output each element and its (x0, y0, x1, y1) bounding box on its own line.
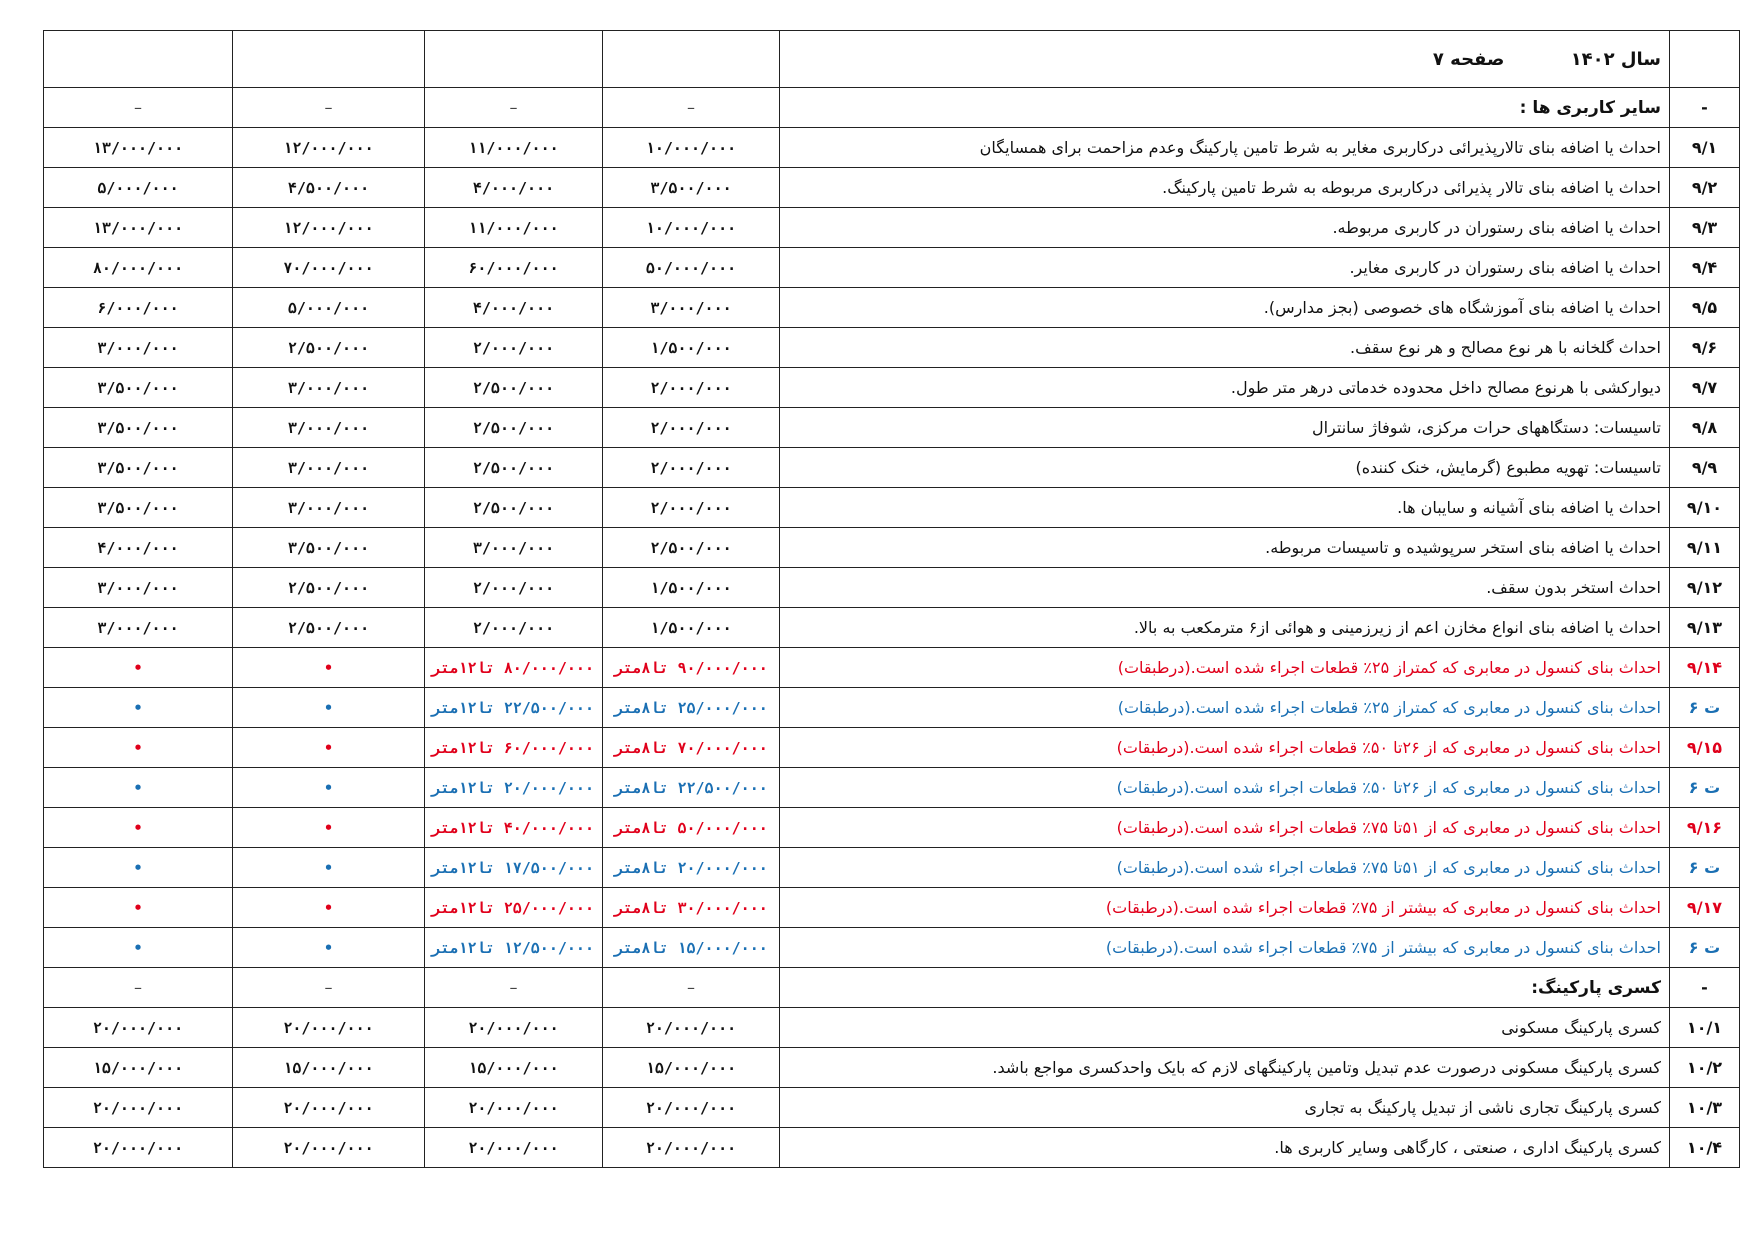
row-description: احداث بنای کنسول در معابری که از ۵۱تا ۷۵٪ قطعات اجراء شده است.(درطبقات) (780, 808, 1670, 848)
price-cell-4: ۶/۰۰۰/۰۰۰ (44, 288, 233, 328)
price-cell-3: ۲/۵۰۰/۰۰۰ (233, 328, 425, 368)
row-code: ۹/۶ (1670, 328, 1740, 368)
price-cell-3: • (233, 808, 425, 848)
row-description: احداث یا اضافه بنای رستوران در کاربری مربوطه. (780, 208, 1670, 248)
price-cell-2: ۱۱/۰۰۰/۰۰۰ (425, 208, 603, 248)
price-cell-3: ۲۰/۰۰۰/۰۰۰ (233, 1008, 425, 1048)
row-code: ۹/۸ (1670, 408, 1740, 448)
price-cell-1: – (603, 968, 780, 1008)
row-description: احداث بنای کنسول در معابری که از ۵۱تا ۷۵٪ قطعات اجراء شده است.(درطبقات) (780, 848, 1670, 888)
row-description: کسری پارکینگ: (780, 968, 1670, 1008)
price-cell-4: • (44, 768, 233, 808)
row-description: احداث بنای کنسول در معابری که از ۲۶تا ۵۰٪ قطعات اجراء شده است.(درطبقات) (780, 728, 1670, 768)
price-cell-4: • (44, 928, 233, 968)
price-cell-2: – (425, 968, 603, 1008)
price-cell-3: ۲۰/۰۰۰/۰۰۰ (233, 1128, 425, 1168)
header-col-3 (233, 31, 425, 88)
price-cell-4: ۳/۰۰۰/۰۰۰ (44, 328, 233, 368)
price-cell-1: ۲/۰۰۰/۰۰۰ (603, 488, 780, 528)
header-col-1 (603, 31, 780, 88)
price-cell-1: ۱۵/۰۰۰/۰۰۰ (603, 1048, 780, 1088)
header-title-cell (780, 31, 1670, 88)
row-code: - (1670, 968, 1740, 1008)
row-description: احداث یا اضافه بنای استخر سرپوشیده و تاسیسات مربوطه. (780, 528, 1670, 568)
row-description: احداث بنای کنسول در معابری که کمتراز ۲۵٪ قطعات اجراء شده است.(درطبقات) (780, 648, 1670, 688)
price-cell-2: ۲۰/۰۰۰/۰۰۰ (425, 1088, 603, 1128)
price-cell-1: ۳/۵۰۰/۰۰۰ (603, 168, 780, 208)
price-cell-2: ۱۱/۰۰۰/۰۰۰ (425, 128, 603, 168)
price-cell-2: ۲/۰۰۰/۰۰۰ (425, 608, 603, 648)
price-cell-3: ۱۲/۰۰۰/۰۰۰ (233, 208, 425, 248)
price-cell-2: ۲/۵۰۰/۰۰۰ (425, 408, 603, 448)
table-row (44, 248, 1740, 288)
row-code: ۱۰/۲ (1670, 1048, 1740, 1088)
row-description: احداث بنای کنسول در معابری که بیشتر از ۷۵٪ قطعات اجراء شده است.(درطبقات) (780, 888, 1670, 928)
price-cell-3: ۱۵/۰۰۰/۰۰۰ (233, 1048, 425, 1088)
price-cell-2: ۱۵/۰۰۰/۰۰۰ (425, 1048, 603, 1088)
row-code: ۹/۲ (1670, 168, 1740, 208)
price-cell-3: ۷۰/۰۰۰/۰۰۰ (233, 248, 425, 288)
price-cell-1: ۷۰/۰۰۰/۰۰۰ تا۸متر (603, 728, 780, 768)
row-code: ۹/۷ (1670, 368, 1740, 408)
row-code: ت ۶ (1670, 848, 1740, 888)
row-code: ۹/۱۴ (1670, 648, 1740, 688)
price-cell-1: ۵۰/۰۰۰/۰۰۰ تا۸متر (603, 808, 780, 848)
price-cell-2: ۳/۰۰۰/۰۰۰ (425, 528, 603, 568)
price-cell-3: • (233, 848, 425, 888)
price-cell-2: ۲/۵۰۰/۰۰۰ (425, 368, 603, 408)
price-cell-2: ۲۰/۰۰۰/۰۰۰ (425, 1128, 603, 1168)
row-description: احداث یا اضافه بنای تالار پذیرائی درکاربری مربوطه به شرط تامین پارکینگ. (780, 168, 1670, 208)
price-cell-1: – (603, 88, 780, 128)
price-cell-1: ۳/۰۰۰/۰۰۰ (603, 288, 780, 328)
row-code: ت ۶ (1670, 688, 1740, 728)
price-cell-1: ۲۰/۰۰۰/۰۰۰ (603, 1008, 780, 1048)
price-cell-2: ۲۵/۰۰۰/۰۰۰ تا۱۲متر (425, 888, 603, 928)
price-cell-2: ۲/۰۰۰/۰۰۰ (425, 568, 603, 608)
row-description: کسری پارکینگ مسکونی (780, 1008, 1670, 1048)
table-row (44, 328, 1740, 368)
row-code: ۱۰/۱ (1670, 1008, 1740, 1048)
row-code: ت ۶ (1670, 928, 1740, 968)
table-row (44, 1128, 1740, 1168)
row-code: ۱۰/۴ (1670, 1128, 1740, 1168)
row-description: احداث یا اضافه بنای آموزشگاه های خصوصی (بجز مدارس). (780, 288, 1670, 328)
price-cell-3: • (233, 688, 425, 728)
price-cell-2: ۲/۰۰۰/۰۰۰ (425, 328, 603, 368)
price-cell-2: ۱۷/۵۰۰/۰۰۰ تا۱۲متر (425, 848, 603, 888)
price-cell-3: ۳/۵۰۰/۰۰۰ (233, 528, 425, 568)
row-code: ۹/۱۷ (1670, 888, 1740, 928)
price-cell-4: ۸۰/۰۰۰/۰۰۰ (44, 248, 233, 288)
price-cell-2: ۲۰/۰۰۰/۰۰۰ تا۱۲متر (425, 768, 603, 808)
price-cell-4: ۳/۰۰۰/۰۰۰ (44, 568, 233, 608)
section-row (44, 88, 1740, 128)
price-cell-3: ۳/۰۰۰/۰۰۰ (233, 488, 425, 528)
row-code: - (1670, 88, 1740, 128)
price-cell-4: • (44, 888, 233, 928)
price-cell-4: • (44, 648, 233, 688)
price-cell-1: ۱/۵۰۰/۰۰۰ (603, 328, 780, 368)
price-cell-1: ۲۲/۵۰۰/۰۰۰ تا۸متر (603, 768, 780, 808)
price-cell-1: ۹۰/۰۰۰/۰۰۰ تا۸متر (603, 648, 780, 688)
table-row (44, 728, 1740, 768)
table-row (44, 128, 1740, 168)
table-row (44, 648, 1740, 688)
price-cell-3: – (233, 968, 425, 1008)
price-cell-1: ۲۰/۰۰۰/۰۰۰ (603, 1088, 780, 1128)
table-row (44, 768, 1740, 808)
price-cell-1: ۲/۰۰۰/۰۰۰ (603, 448, 780, 488)
table-row (44, 208, 1740, 248)
price-cell-4: ۳/۵۰۰/۰۰۰ (44, 488, 233, 528)
price-cell-2: – (425, 88, 603, 128)
row-description: کسری پارکینگ اداری ، صنعتی ، کارگاهی وسایر کاربری ها. (780, 1128, 1670, 1168)
price-cell-3: • (233, 728, 425, 768)
row-description: کسری پارکینگ مسکونی درصورت عدم تبدیل وتامین پارکینگهای لازم که بایک واحدکسری مواجع باشد. (780, 1048, 1670, 1088)
row-description: سایر کاربری ها : (780, 88, 1670, 128)
row-description: احداث یا اضافه بنای آشیانه و سایبان ها. (780, 488, 1670, 528)
year-label: سال ۱۴۰۲ (1570, 48, 1661, 70)
price-cell-4: ۲۰/۰۰۰/۰۰۰ (44, 1128, 233, 1168)
price-cell-4: ۱۳/۰۰۰/۰۰۰ (44, 128, 233, 168)
price-cell-2: ۲/۵۰۰/۰۰۰ (425, 488, 603, 528)
row-description: احداث بنای کنسول در معابری که بیشتر از ۷۵٪ قطعات اجراء شده است.(درطبقات) (780, 928, 1670, 968)
row-code: ۹/۱۳ (1670, 608, 1740, 648)
table-row (44, 888, 1740, 928)
price-cell-1: ۱۰/۰۰۰/۰۰۰ (603, 208, 780, 248)
row-description: کسری پارکینگ تجاری ناشی از تبدیل پارکینگ به تجاری (780, 1088, 1670, 1128)
price-cell-3: • (233, 888, 425, 928)
row-description: احداث بنای کنسول در معابری که کمتراز ۲۵٪ قطعات اجراء شده است.(درطبقات) (780, 688, 1670, 728)
row-description: احداث گلخانه با هر نوع مصالح و هر نوع سقف. (780, 328, 1670, 368)
price-cell-4: ۲۰/۰۰۰/۰۰۰ (44, 1008, 233, 1048)
price-cell-4: ۳/۵۰۰/۰۰۰ (44, 368, 233, 408)
row-description: دیوارکشی با هرنوع مصالح داخل محدوده خدماتی درهر متر طول. (780, 368, 1670, 408)
table-row (44, 808, 1740, 848)
row-description: احداث یا اضافه بنای انواع مخازن اعم از زیرزمینی و هوائی از۶ مترمکعب به بالا. (780, 608, 1670, 648)
row-code: ۹/۱۲ (1670, 568, 1740, 608)
price-cell-4: ۱۵/۰۰۰/۰۰۰ (44, 1048, 233, 1088)
table-row (44, 688, 1740, 728)
price-cell-4: • (44, 848, 233, 888)
row-code: ۹/۴ (1670, 248, 1740, 288)
price-cell-2: ۲۲/۵۰۰/۰۰۰ تا۱۲متر (425, 688, 603, 728)
tariff-table (43, 30, 1740, 1168)
price-cell-3: ۲/۵۰۰/۰۰۰ (233, 568, 425, 608)
price-cell-4: ۳/۰۰۰/۰۰۰ (44, 608, 233, 648)
price-cell-1: ۳۰/۰۰۰/۰۰۰ تا۸متر (603, 888, 780, 928)
price-cell-2: ۲/۵۰۰/۰۰۰ (425, 448, 603, 488)
price-cell-1: ۱/۵۰۰/۰۰۰ (603, 568, 780, 608)
price-cell-2: ۱۲/۵۰۰/۰۰۰ تا۱۲متر (425, 928, 603, 968)
price-cell-4: • (44, 688, 233, 728)
price-cell-3: ۳/۰۰۰/۰۰۰ (233, 448, 425, 488)
page-label: صفحه ۷ (1432, 48, 1505, 70)
table-row (44, 448, 1740, 488)
price-cell-2: ۴/۰۰۰/۰۰۰ (425, 168, 603, 208)
price-cell-4: ۵/۰۰۰/۰۰۰ (44, 168, 233, 208)
row-code: ۹/۹ (1670, 448, 1740, 488)
price-cell-3: ۴/۵۰۰/۰۰۰ (233, 168, 425, 208)
price-cell-1: ۲/۵۰۰/۰۰۰ (603, 528, 780, 568)
section-row (44, 968, 1740, 1008)
price-cell-3: ۳/۰۰۰/۰۰۰ (233, 368, 425, 408)
price-cell-1: ۲۵/۰۰۰/۰۰۰ تا۸متر (603, 688, 780, 728)
price-cell-2: ۴۰/۰۰۰/۰۰۰ تا۱۲متر (425, 808, 603, 848)
table-row (44, 1008, 1740, 1048)
header-col-2 (425, 31, 603, 88)
price-cell-2: ۲۰/۰۰۰/۰۰۰ (425, 1008, 603, 1048)
price-cell-3: ۲/۵۰۰/۰۰۰ (233, 608, 425, 648)
price-cell-4: • (44, 808, 233, 848)
price-cell-4: ۳/۵۰۰/۰۰۰ (44, 448, 233, 488)
row-code: ۹/۱۱ (1670, 528, 1740, 568)
row-code: ۹/۱۵ (1670, 728, 1740, 768)
price-cell-3: ۱۲/۰۰۰/۰۰۰ (233, 128, 425, 168)
price-cell-3: ۵/۰۰۰/۰۰۰ (233, 288, 425, 328)
price-cell-1: ۱/۵۰۰/۰۰۰ (603, 608, 780, 648)
price-cell-4: ۳/۵۰۰/۰۰۰ (44, 408, 233, 448)
price-cell-1: ۲/۰۰۰/۰۰۰ (603, 408, 780, 448)
price-cell-4: ۲۰/۰۰۰/۰۰۰ (44, 1088, 233, 1128)
price-cell-4: ۱۳/۰۰۰/۰۰۰ (44, 208, 233, 248)
table-row (44, 168, 1740, 208)
price-cell-1: ۲/۰۰۰/۰۰۰ (603, 368, 780, 408)
table-row (44, 608, 1740, 648)
table-row (44, 528, 1740, 568)
table-row (44, 1088, 1740, 1128)
price-cell-1: ۱۵/۰۰۰/۰۰۰ تا۸متر (603, 928, 780, 968)
price-cell-3: ۲۰/۰۰۰/۰۰۰ (233, 1088, 425, 1128)
price-cell-2: ۴/۰۰۰/۰۰۰ (425, 288, 603, 328)
price-cell-3: • (233, 648, 425, 688)
row-code: ت ۶ (1670, 768, 1740, 808)
header-code-cell (1670, 31, 1740, 88)
row-code: ۹/۳ (1670, 208, 1740, 248)
row-code: ۹/۵ (1670, 288, 1740, 328)
price-cell-2: ۶۰/۰۰۰/۰۰۰ تا۱۲متر (425, 728, 603, 768)
price-cell-4: ۴/۰۰۰/۰۰۰ (44, 528, 233, 568)
price-cell-4: – (44, 968, 233, 1008)
price-cell-1: ۱۰/۰۰۰/۰۰۰ (603, 128, 780, 168)
row-code: ۹/۱۰ (1670, 488, 1740, 528)
table-header-row (44, 31, 1740, 88)
row-code: ۱۰/۳ (1670, 1088, 1740, 1128)
row-description: احداث استخر بدون سقف. (780, 568, 1670, 608)
table-row (44, 408, 1740, 448)
row-code: ۹/۱۶ (1670, 808, 1740, 848)
table-row (44, 568, 1740, 608)
row-description: تاسیسات: تهویه مطبوع (گرمایش، خنک کننده) (780, 448, 1670, 488)
table-row (44, 368, 1740, 408)
price-cell-3: – (233, 88, 425, 128)
price-cell-1: ۲۰/۰۰۰/۰۰۰ (603, 1128, 780, 1168)
price-cell-3: • (233, 928, 425, 968)
price-cell-3: • (233, 768, 425, 808)
row-description: احداث بنای کنسول در معابری که از ۲۶تا ۵۰٪ قطعات اجراء شده است.(درطبقات) (780, 768, 1670, 808)
table-row (44, 928, 1740, 968)
price-cell-3: ۳/۰۰۰/۰۰۰ (233, 408, 425, 448)
price-cell-2: ۶۰/۰۰۰/۰۰۰ (425, 248, 603, 288)
price-cell-1: ۵۰/۰۰۰/۰۰۰ (603, 248, 780, 288)
row-description: تاسیسات: دستگاههای حرات مرکزی، شوفاژ سانترال (780, 408, 1670, 448)
row-description: احداث یا اضافه بنای رستوران در کاربری مغایر. (780, 248, 1670, 288)
price-cell-1: ۲۰/۰۰۰/۰۰۰ تا۸متر (603, 848, 780, 888)
table-row (44, 288, 1740, 328)
price-cell-2: ۸۰/۰۰۰/۰۰۰ تا۱۲متر (425, 648, 603, 688)
header-col-4 (44, 31, 233, 88)
price-cell-4: • (44, 728, 233, 768)
row-description: احداث یا اضافه بنای تالارپذیرائی درکاربری مغایر به شرط تامین پارکینگ وعدم مزاحمت برای همسایگان (780, 128, 1670, 168)
price-cell-4: – (44, 88, 233, 128)
table-row (44, 488, 1740, 528)
table-row (44, 848, 1740, 888)
table-row (44, 1048, 1740, 1088)
row-code: ۹/۱ (1670, 128, 1740, 168)
